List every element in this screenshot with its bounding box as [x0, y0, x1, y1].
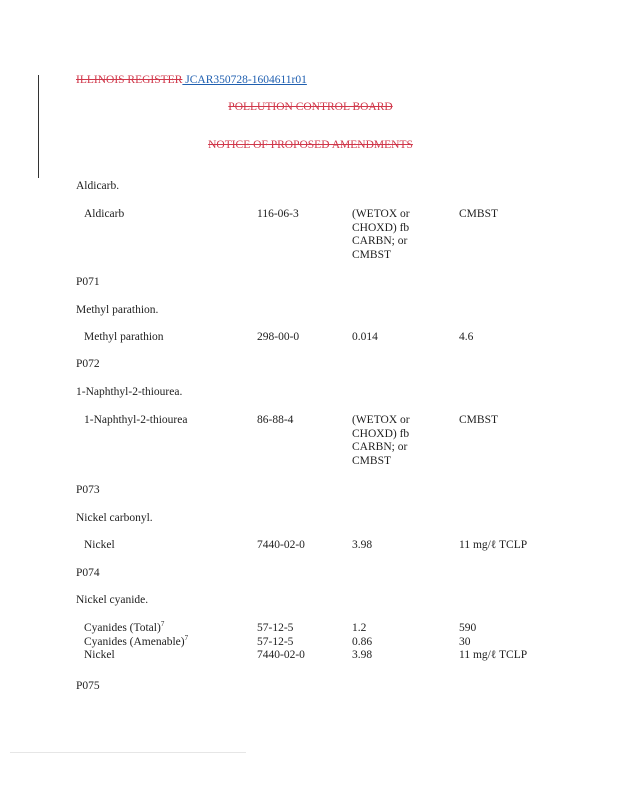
nonwastewater-standard: 590 — [459, 622, 477, 634]
constituent-name-text: 1-Naphthyl-2-thiourea — [84, 414, 188, 426]
register-struck-text: ILLINOIS REGISTER — [76, 74, 183, 86]
nonwastewater-standard: CMBST — [459, 414, 498, 426]
notice-title: NOTICE OF PROPOSED AMENDMENTS — [208, 139, 413, 151]
constituent-name — [84, 539, 115, 553]
constituent-name — [84, 331, 164, 345]
wastewater-standard: 0.86 — [352, 635, 373, 648]
section-heading: Aldicarb. — [76, 180, 120, 192]
constituent-name — [84, 208, 124, 222]
waste-code: P074 — [76, 567, 100, 579]
cas-number: 86-88-4 — [257, 414, 294, 426]
constituent-name-text: Nickel — [84, 649, 115, 661]
wastewater-standard: CMBST — [352, 248, 391, 261]
cas-number: 7440-02-0 — [257, 649, 305, 661]
wastewater-standard: 3.98 — [352, 649, 373, 661]
wastewater-standard: CMBST — [352, 454, 391, 467]
constituent-name-text: Cyanides (Total) — [84, 622, 161, 634]
wastewater-standard: CARBN; or — [352, 235, 408, 247]
wastewater-standard: (WETOX or — [352, 414, 410, 426]
waste-code: P071 — [76, 276, 100, 288]
waste-code: P073 — [76, 484, 100, 496]
constituent-name — [84, 633, 189, 650]
wastewater-standard: CHOXD) fb — [352, 221, 410, 234]
footnote-marker: 7 — [184, 633, 189, 642]
constituent-name — [84, 649, 115, 663]
wastewater-standard: CHOXD) fb — [352, 427, 410, 440]
nonwastewater-standard: 4.6 — [459, 331, 474, 343]
constituent-name-text: Methyl parathion — [84, 331, 164, 343]
board-title: POLLUTION CONTROL BOARD — [228, 101, 393, 113]
section-heading: Nickel cyanide. — [76, 594, 149, 606]
register-header — [76, 74, 307, 86]
wastewater-standard: (WETOX or — [352, 208, 410, 220]
constituent-name-text: Aldicarb — [84, 208, 125, 220]
cas-number: 57-12-5 — [257, 635, 294, 648]
constituent-name — [84, 622, 164, 636]
section-heading: 1-Naphthyl-2-thiourea. — [76, 386, 183, 398]
section-heading: Nickel carbonyl. — [76, 512, 153, 524]
nonwastewater-standard: CMBST — [459, 208, 498, 220]
footer-divider — [10, 752, 246, 753]
cas-number: 57-12-5 — [257, 622, 294, 634]
nonwastewater-standard: 30 — [459, 635, 471, 648]
nonwastewater-standard: 11 mg/ℓ TCLP — [459, 539, 528, 551]
wastewater-standard: 3.98 — [352, 539, 373, 551]
cas-number: 298-00-0 — [257, 331, 300, 343]
wastewater-standard: 1.2 — [352, 622, 367, 634]
register-inserted-link[interactable]: JCAR350728-1604611r01 — [182, 74, 307, 86]
constituent-name-text: Nickel — [84, 539, 115, 551]
footnote-marker: 7 — [160, 620, 165, 629]
wastewater-standard: 0.014 — [352, 331, 378, 343]
constituent-name — [84, 414, 187, 428]
cas-number: 116-06-3 — [257, 208, 299, 220]
wastewater-standard: CARBN; or — [352, 441, 408, 453]
change-bar — [38, 75, 39, 178]
waste-code: P072 — [76, 358, 100, 370]
waste-code: P075 — [76, 680, 100, 692]
constituent-name-text: Cyanides (Amenable) — [84, 635, 185, 648]
cas-number: 7440-02-0 — [257, 539, 305, 551]
section-heading: Methyl parathion. — [76, 304, 159, 316]
nonwastewater-standard: 11 mg/ℓ TCLP — [459, 649, 528, 661]
